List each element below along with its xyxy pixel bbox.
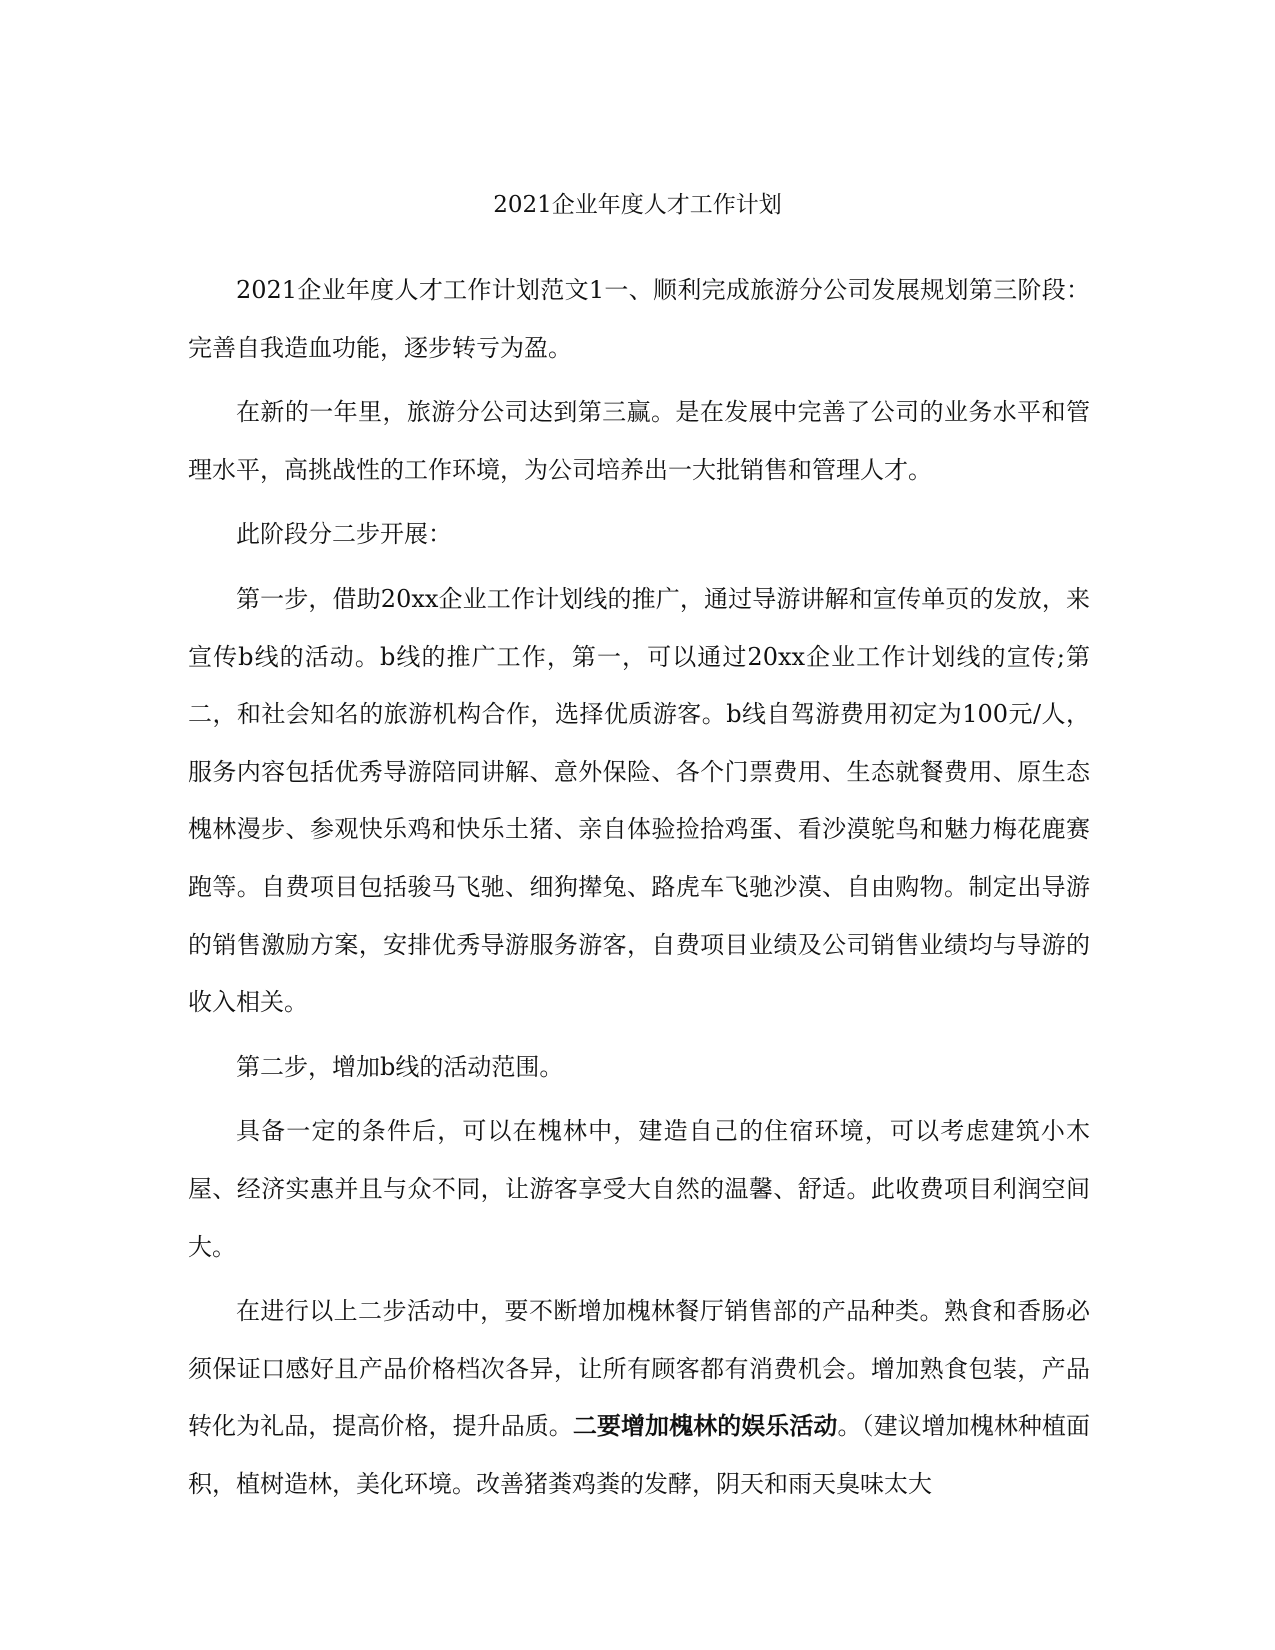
paragraph-text-before: 在进行以上二步活动中，要不断增加槐林餐厅销售部的产品种类。熟食和香肠必须保证口感好且产品价格档次各异，让所有顾客都有消费机会。增加熟食包装，产品转化为礼品，提高价格，提升品质。 [188,1297,1090,1441]
paragraph: 第二步，增加b线的活动范围。 [236,1052,564,1081]
paragraph: 2021企业年度人才工作计划范文1一、顺利完成旅游分公司发展规划第三阶段：完善自我造血功能，逐步转亏为盈。 [188,276,1090,362]
bold-heading-text: 二要增加槐林的娱乐活动 [572,1412,838,1441]
paragraph-text-after: 。（建议增加槐林种植面积，植树造林，美化环境。改善猪粪鸡粪的发酵，阴天和雨天臭味太大 [188,1412,1091,1498]
paragraph: 在新的一年里，旅游分公司达到第三赢。是在发展中完善了公司的业务水平和管理水平，高挑战性的工作环境，为公司培养出一大批销售和管理人才。 [188,398,1090,484]
paragraph-last [188,1283,1090,1513]
paragraph: 此阶段分二步开展： [236,520,452,549]
paragraph: 具备一定的条件后，可以在槐林中，建造自己的住宿环境，可以考虑建筑小木屋、经济实惠并且与众不同，让游客享受大自然的温馨、舒适。此收费项目利润空间大。 [188,1117,1090,1261]
document-title: 2021企业年度人才工作计划 [493,192,782,218]
document-body [188,262,1090,1520]
paragraph: 第一步，借助20xx企业工作计划线的推广，通过导游讲解和宣传单页的发放，来宣传b线的活动。b线的推广工作，第一，可以通过20xx企业工作计划线的宣传;第二，和社会知名的旅游机构合作，选择优质游客。b线自驾游费用初定为100元/人，服务内容包括优秀导游陪同讲解、意外保险、各个门票费用、生态就餐费用、原生态槐林漫步、参观快乐鸡和快乐土猪、亲自体验捡拾鸡蛋、看沙漠鸵鸟和魅力梅花鹿赛跑等。自费项目包括骏马飞驰、细狗撵兔、路虎车飞驰沙漠、自由购物。制定出导游的销售激励方案，安排优秀导游服务游客，自费项目业绩及公司销售业绩均与导游的收入相关。 [188,584,1090,1017]
